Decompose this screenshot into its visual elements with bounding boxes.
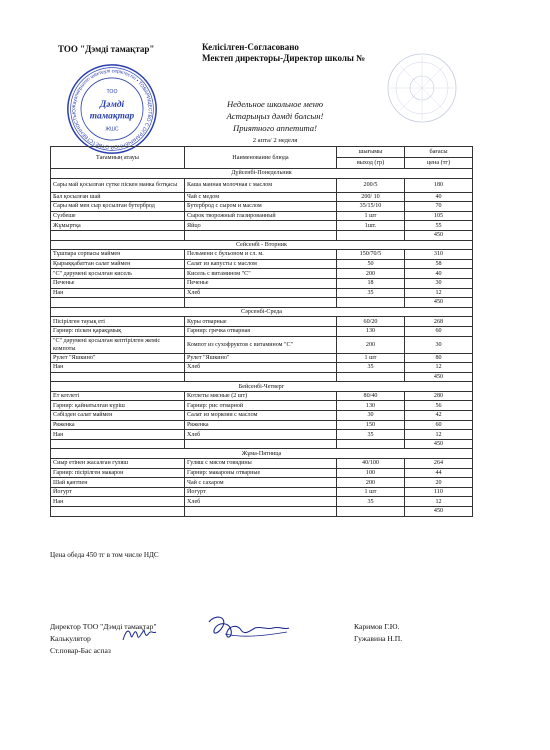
header-price-kz: бағасы (405, 147, 473, 158)
dish-name-kz: Йогурт (51, 487, 185, 497)
day-title: Бейсенбі-Четверг (51, 382, 473, 392)
dish-weight: 1 шт (337, 353, 405, 363)
day-total: 450 (405, 298, 473, 308)
table-row (51, 478, 473, 488)
dish-price: 264 (405, 459, 473, 469)
table-row (51, 420, 473, 430)
table-row (51, 211, 473, 221)
dish-name-ru: Ряженка (185, 420, 337, 430)
day-header-row (51, 382, 473, 392)
dish-name-kz: Нан (51, 430, 185, 440)
day-total: 450 (405, 372, 473, 382)
dish-price: 110 (405, 487, 473, 497)
price-note: Цена обеда 450 тг в том числе НДС (50, 551, 159, 559)
dish-price: 80 (405, 353, 473, 363)
dish-weight: 35 (337, 363, 405, 373)
svg-text:Жауапкершілігі шектеулі серікт: Жауапкершілігі шектеулі серіктестігі • ТОВАРИЩЕСТВО С ОГРАНИЧЕННОЙ ОТВЕТСТВЕННОСТЬЮ (72, 69, 152, 149)
dish-weight: 18 (337, 278, 405, 288)
dish-name-ru: Яйцо (185, 221, 337, 231)
dish-name-kz: "С" дәрумені қосылған кисель (51, 269, 185, 279)
svg-text:тамақтар: тамақтар (89, 111, 135, 122)
empty-cell (185, 439, 337, 449)
header-name-kz: Тағамның атауы (51, 147, 185, 169)
greeting-ru: Приятного аппетита! (233, 123, 317, 133)
dish-name-ru: Гарнир: гречка отварная (185, 326, 337, 336)
dish-price: 40 (405, 192, 473, 202)
day-total: 450 (405, 230, 473, 240)
dish-weight: 200 (337, 269, 405, 279)
header-price-ru: цена (тг) (405, 158, 473, 169)
dish-price: 268 (405, 317, 473, 327)
dish-weight: 200 (337, 336, 405, 353)
dish-price: 58 (405, 259, 473, 269)
dish-name-ru: Чай с медом (185, 192, 337, 202)
table-row (51, 278, 473, 288)
dish-price: 30 (405, 278, 473, 288)
dish-price: 70 (405, 202, 473, 212)
day-title: Сәрсенбі-Среда (51, 307, 473, 317)
dish-weight: 200 (337, 478, 405, 488)
day-header-row (51, 449, 473, 459)
dish-weight: 1шт. (337, 221, 405, 231)
table-header-row-1 (51, 147, 473, 158)
dish-weight: 200/5 (337, 178, 405, 192)
dish-name-kz: Ет котлеті (51, 391, 185, 401)
dish-name-kz: Нан (51, 288, 185, 298)
table-row (51, 336, 473, 353)
dish-name-ru: Гарнир: макароны отварные (185, 468, 337, 478)
dish-name-ru: Хлеб (185, 288, 337, 298)
dish-name-kz: Сәбізден салат маймен (51, 411, 185, 421)
header-name-ru: Наименование блюда (185, 147, 337, 169)
dish-weight: 35 (337, 288, 405, 298)
day-title: Дүйсенбі-Понедельник (51, 169, 473, 179)
dish-name-ru: Хлеб (185, 497, 337, 507)
header-weight-kz: шығымы (337, 147, 405, 158)
header-weight-ru: выход (гр) (337, 158, 405, 169)
dish-price: 30 (405, 336, 473, 353)
dish-name-ru: Хлеб (185, 363, 337, 373)
dish-name-kz: Бал қосылған шай (51, 192, 185, 202)
dish-name-kz: Сары май қосылған сүтке піскен манка ботқасы (51, 178, 185, 192)
day-total-row (51, 230, 473, 240)
dish-name-ru: Сырок творожный глазированный (185, 211, 337, 221)
dish-name-ru: Хлеб (185, 430, 337, 440)
dish-weight: 50 (337, 259, 405, 269)
dish-name-kz: Печенье (51, 278, 185, 288)
dish-name-kz: Ряженка (51, 420, 185, 430)
director-signature-icon (203, 612, 293, 646)
approval-block (202, 42, 365, 64)
table-row (51, 459, 473, 469)
table-row (51, 487, 473, 497)
dish-name-kz: Нан (51, 363, 185, 373)
table-row (51, 326, 473, 336)
day-header-row (51, 169, 473, 179)
day-total-row (51, 507, 473, 517)
svg-text:ЖШС: ЖШС (105, 126, 119, 133)
dish-name-ru: Печенье (185, 278, 337, 288)
dish-name-ru: Йогурт (185, 487, 337, 497)
dish-price: 12 (405, 497, 473, 507)
dish-price: 60 (405, 326, 473, 336)
dish-name-ru: Компот из сухофруктов с витамином "С" (185, 336, 337, 353)
empty-cell (185, 298, 337, 308)
dish-name-ru: Салат из капусты с маслом (185, 259, 337, 269)
menu-title: Недельное школьное меню (226, 99, 324, 109)
table-row (51, 430, 473, 440)
day-total: 450 (405, 439, 473, 449)
dish-name-ru: Салат из моркови с маслом (185, 411, 337, 421)
table-row (51, 269, 473, 279)
dish-weight: 1 шт (337, 211, 405, 221)
day-title: Жұма-Пятница (51, 449, 473, 459)
dish-price: 60 (405, 420, 473, 430)
dish-price: 40 (405, 269, 473, 279)
dish-weight: 130 (337, 401, 405, 411)
dish-price: 12 (405, 363, 473, 373)
dish-name-ru: Каша манная молочная с маслом (185, 178, 337, 192)
dish-name-ru: Гарнир: рис отварной (185, 401, 337, 411)
table-row (51, 411, 473, 421)
dish-weight: 60/20 (337, 317, 405, 327)
dish-price: 12 (405, 430, 473, 440)
dish-name-kz: Нан (51, 497, 185, 507)
svg-text:Дәмді: Дәмді (99, 100, 125, 111)
dish-price: 42 (405, 411, 473, 421)
dish-weight: 100 (337, 468, 405, 478)
table-row (51, 363, 473, 373)
dish-name-kz: Гарнир: қайнатылған күріш (51, 401, 185, 411)
empty-cell (51, 439, 185, 449)
dish-price: 310 (405, 250, 473, 260)
dish-name-kz: "С" дәрумені қосылған кептірілген жеміс компоты (51, 336, 185, 353)
empty-cell (51, 507, 185, 517)
dish-price: 180 (405, 178, 473, 192)
table-row (51, 468, 473, 478)
table-row (51, 391, 473, 401)
dish-name-ru: Котлеты мясные (2 шт) (185, 391, 337, 401)
dish-price: 20 (405, 478, 473, 488)
dish-name-kz: Гарнир: пісірілген макарон (51, 468, 185, 478)
empty-cell (51, 230, 185, 240)
dish-weight: 40/100 (337, 459, 405, 469)
dish-name-kz: Қырыққабаттан салат маймен (51, 259, 185, 269)
dish-name-kz: Жұмыртқа (51, 221, 185, 231)
dish-price: 12 (405, 288, 473, 298)
table-row (51, 250, 473, 260)
dish-weight: 35 (337, 497, 405, 507)
dish-name-ru: Пельмени с бульоном и сл. м. (185, 250, 337, 260)
dish-name-kz: Сары май мен сыр қосылған бутерброд (51, 202, 185, 212)
table-row (51, 221, 473, 231)
dish-name-kz: Рулет "Яшкино" (51, 353, 185, 363)
empty-cell (185, 372, 337, 382)
company-name: ТОО "Дэмді тамақтар" (58, 44, 155, 54)
table-row (51, 288, 473, 298)
empty-cell (337, 230, 405, 240)
dish-name-kz: Сиыр етінен жасалған гуляш (51, 459, 185, 469)
greeting-kz: Астарыңыз дәмді болсын! (226, 111, 324, 121)
dish-price: 280 (405, 391, 473, 401)
empty-cell (337, 372, 405, 382)
empty-cell (51, 372, 185, 382)
director-name: Каримов Г.Ю. (354, 622, 400, 631)
dish-weight: 130 (337, 326, 405, 336)
table-row (51, 401, 473, 411)
dish-weight: 200/ 10 (337, 192, 405, 202)
calculator-name: Гужавина Н.П. (354, 634, 403, 643)
dish-name-ru: Бутерброд с сыром и маслом (185, 202, 337, 212)
empty-cell (337, 439, 405, 449)
dish-name-ru: Рулет "Яшкино" (185, 353, 337, 363)
dish-name-ru: Куры отварные (185, 317, 337, 327)
approval-line-1: Келісілген-Согласовано (202, 42, 299, 52)
table-row (51, 202, 473, 212)
table-row (51, 192, 473, 202)
day-total-row (51, 372, 473, 382)
day-title: Сейсенбі - Вторник (51, 240, 473, 250)
empty-cell (337, 298, 405, 308)
dish-price: 55 (405, 221, 473, 231)
dish-price: 105 (405, 211, 473, 221)
day-total: 450 (405, 507, 473, 517)
table-row (51, 317, 473, 327)
dish-name-kz: Гарнир: піскен қарақұмық (51, 326, 185, 336)
calculator-label: Калькулятор (50, 634, 91, 643)
day-total-row (51, 439, 473, 449)
table-row (51, 353, 473, 363)
dish-name-kz: Пісірілген тауық еті (51, 317, 185, 327)
dish-weight: 150 (337, 420, 405, 430)
dish-weight: 35 (337, 430, 405, 440)
empty-cell (51, 298, 185, 308)
dish-name-kz: Тұшпара сорпасы маймен (51, 250, 185, 260)
svg-text:ТОО: ТОО (106, 89, 118, 96)
dish-name-ru: Гуляш с мясом говядины (185, 459, 337, 469)
table-row (51, 497, 473, 507)
dish-weight: 80/40 (337, 391, 405, 401)
head-cook-label: Ст.повар-Бас аспаз (50, 646, 111, 655)
empty-cell (185, 230, 337, 240)
calculator-signature-icon (120, 624, 160, 646)
day-total-row (51, 298, 473, 308)
dish-weight: 150/70/5 (337, 250, 405, 260)
week-label: 2 апта/ 2 неделя (252, 137, 298, 144)
day-header-row (51, 240, 473, 250)
approval-line-2: Мектеп директоры-Директор школы № (202, 53, 366, 63)
empty-cell (337, 507, 405, 517)
day-header-row (51, 307, 473, 317)
table-row (51, 178, 473, 192)
dish-name-kz: Сүзбеше (51, 211, 185, 221)
dish-weight: 35/15/10 (337, 202, 405, 212)
menu-table-body (51, 147, 473, 517)
empty-cell (185, 507, 337, 517)
dish-name-kz: Шай қантпен (51, 478, 185, 488)
dish-weight: 1 шт (337, 487, 405, 497)
menu-table (50, 146, 473, 517)
dish-price: 44 (405, 468, 473, 478)
dish-weight: 30 (337, 411, 405, 421)
dish-name-ru: Чай с сахаром (185, 478, 337, 488)
dish-name-ru: Кисель с витамином "С" (185, 269, 337, 279)
dish-price: 56 (405, 401, 473, 411)
director-label: Директор ТОО "Дэмді тамақтар" (50, 622, 157, 631)
table-row (51, 259, 473, 269)
